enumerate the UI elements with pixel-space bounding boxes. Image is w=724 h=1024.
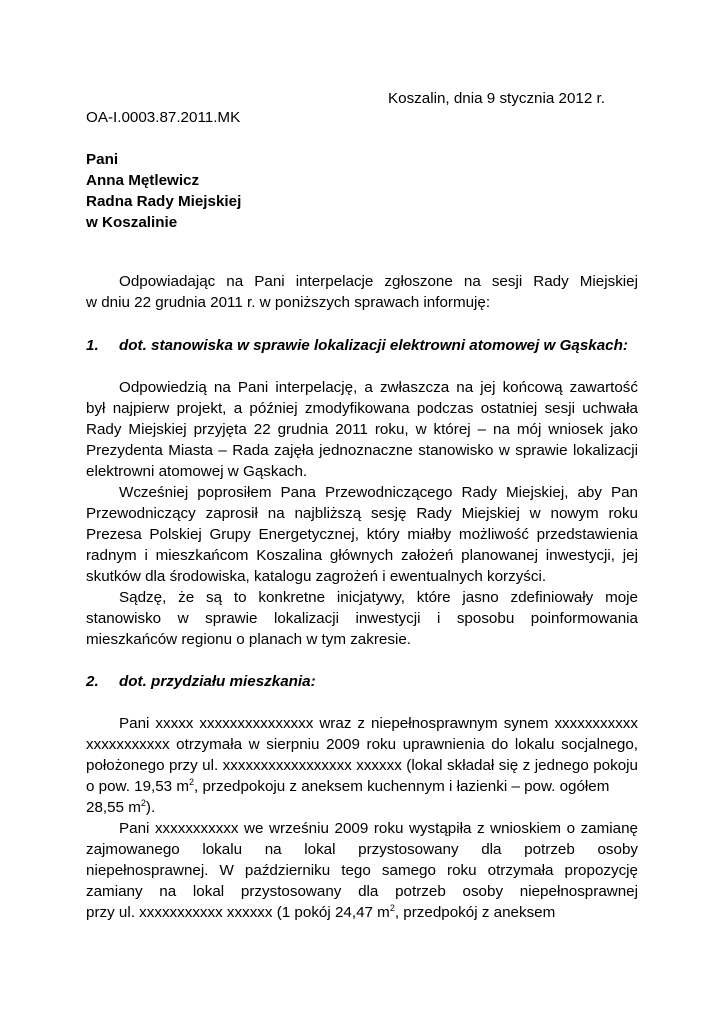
section-1-number: 1. bbox=[86, 337, 99, 354]
paragraph-line: stanowisko w sprawie lokalizacji inwestycji i sposobu poinformowania bbox=[86, 610, 638, 627]
paragraph-line: elektrowni atomowej w Gąskach. bbox=[86, 463, 308, 480]
paragraph-line: Przewodniczący zaprosił na najbliższą sesję Rady Miejskiej w nowym roku bbox=[86, 505, 638, 522]
recipient-role: Radna Rady Miejskiej bbox=[86, 193, 242, 210]
text-run: o pow. 19,53 m bbox=[86, 778, 190, 795]
paragraph-line: Sądzę, że są to konkretne inicjatywy, które jasno zdefiniowały moje bbox=[119, 589, 638, 606]
paragraph-line: radnym i mieszkańcom Koszalina głównych założeń planowanej inwestycji, jej bbox=[86, 547, 638, 564]
recipient-city: w Koszalinie bbox=[86, 214, 178, 231]
paragraph-line: Pani xxxxxxxxxxx we wrześniu 2009 roku wystąpiła z wnioskiem o zamianę bbox=[119, 820, 638, 837]
date-line: Koszalin, dnia 9 stycznia 2012 r. bbox=[388, 90, 605, 107]
paragraph-line bbox=[86, 777, 609, 796]
section-2-number: 2. bbox=[86, 673, 99, 690]
intro-line: w dniu 22 grudnia 2011 r. w poniższych sprawach informuję: bbox=[86, 294, 491, 311]
paragraph-line: zajmowanego lokalu na lokal przystosowany dla potrzeb osoby bbox=[86, 841, 638, 858]
text-run: ). bbox=[145, 799, 156, 816]
superscript: 2 bbox=[189, 776, 195, 787]
paragraph-line: Rady Miejskiej przyjęta 22 grudnia 2011 roku, w której – na mój wniosek jako bbox=[86, 421, 638, 438]
recipient-salutation: Pani bbox=[86, 151, 119, 168]
reference-number: OA-I.0003.87.2011.MK bbox=[86, 109, 241, 126]
text-run: przy ul. xxxxxxxxxxx xxxxxx (1 pokój 24,47 m bbox=[86, 904, 390, 921]
paragraph-line: niepełnosprawnej. W październiku tego samego roku otrzymała propozycję bbox=[86, 862, 638, 879]
paragraph-line: mieszkańców regionu o planach w tym zakresie. bbox=[86, 631, 411, 648]
paragraph-line: był najpierw projekt, a później zmodyfikowana podczas ostatniej sesji uchwała bbox=[86, 400, 638, 417]
paragraph-line bbox=[86, 798, 155, 817]
paragraph-line: zamiany na lokal przystosowany dla potrzeb osoby niepełnosprawnej bbox=[86, 883, 638, 900]
intro-line: Odpowiadając na Pani interpelacje zgłoszone na sesji Rady Miejskiej bbox=[119, 273, 638, 290]
section-2-title: dot. przydziału mieszkania: bbox=[119, 673, 316, 690]
paragraph-line: Odpowiedzią na Pani interpelację, a zwłaszcza na jej końcową zawartość bbox=[119, 379, 638, 396]
section-2-heading bbox=[86, 672, 316, 691]
paragraph-line: skutków dla środowiska, katalogu zagrożeń i ewentualnych korzyści. bbox=[86, 568, 547, 585]
section-1-title: dot. stanowiska w sprawie lokalizacji elektrowni atomowej w Gąskach: bbox=[119, 337, 628, 354]
paragraph-line bbox=[86, 903, 638, 922]
superscript: 2 bbox=[389, 902, 395, 913]
section-1-heading bbox=[86, 336, 628, 355]
text-run: 28,55 m bbox=[86, 799, 141, 816]
paragraph-line: Wcześniej poprosiłem Pana Przewodniczącego Rady Miejskiej, aby Pan bbox=[119, 484, 638, 501]
paragraph-line: xxxxxxxxxxx otrzymała w sierpniu 2009 roku uprawnienia do lokalu socjalnego, bbox=[86, 736, 638, 753]
text-run bbox=[86, 903, 555, 922]
paragraph-line: położonego przy ul. xxxxxxxxxxxxxxxxx xxxxxx (lokal składał się z jednego pokoju bbox=[86, 757, 638, 774]
text-run: , przedpokój z aneksem bbox=[394, 904, 556, 921]
superscript: 2 bbox=[140, 797, 146, 808]
text-run: , przedpokoju z aneksem kuchennym i łazienki – pow. ogółem bbox=[194, 778, 610, 795]
paragraph-line: Pani xxxxx xxxxxxxxxxxxxxx wraz z niepełnosprawnym synem xxxxxxxxxxx bbox=[119, 715, 638, 732]
paragraph-line: Prezydenta Miasta – Rada zajęła jednoznaczne stanowisko w sprawie lokalizacji bbox=[86, 442, 638, 459]
paragraph-line: Prezesa Polskiej Grupy Energetycznej, który miałby możliwość przedstawienia bbox=[86, 526, 638, 543]
recipient-name: Anna Mętlewicz bbox=[86, 172, 200, 189]
